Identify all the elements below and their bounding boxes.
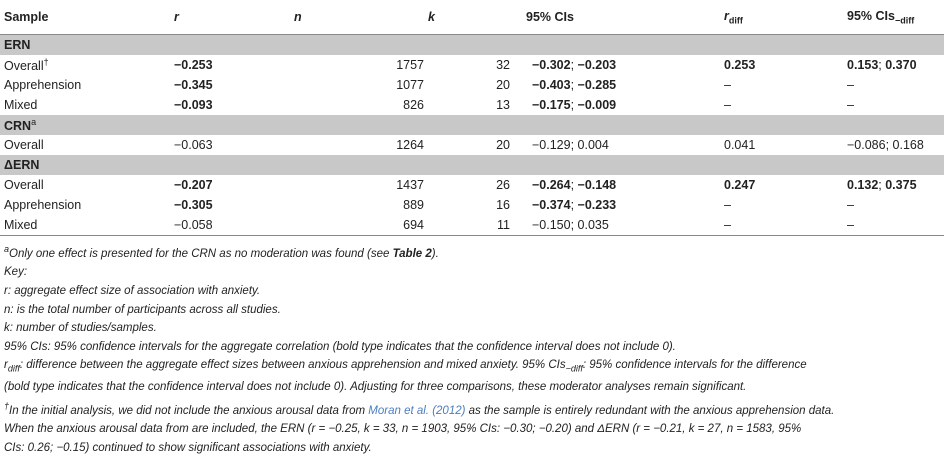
cell-rdiff-value: – — [724, 218, 731, 232]
cell-n — [290, 135, 424, 155]
header-rdiff — [720, 0, 843, 35]
section-label-text: ΔERN — [4, 158, 40, 172]
note-k-def: k: number of studies/samples. — [4, 322, 157, 335]
note-rdiff-sub2: −diff — [565, 363, 583, 374]
cell-ci-high: 0.035 — [577, 218, 609, 232]
cell-sample-text: Mixed — [4, 98, 38, 112]
header-rdiff-main: r — [724, 8, 729, 23]
cell-ci: −0.175; −0.009 — [532, 98, 617, 112]
cell-cidiff — [843, 195, 944, 215]
cell-ci: −0.374; −0.233 — [532, 198, 617, 212]
note-rdiff-def — [4, 356, 884, 378]
cell-k — [424, 195, 522, 215]
note-r-def: r: aggregate effect size of association with anxiety. — [4, 285, 261, 298]
cell-k — [424, 215, 522, 236]
cell-ci-low: −0.264 — [532, 178, 571, 192]
cell-n — [290, 95, 424, 115]
header-cidiff-sub: −diff — [894, 15, 915, 26]
cell-r-value: −0.305 — [174, 198, 213, 212]
note-dagger-text2: as the sample is entirely redundant with the anxious apprehension data. — [465, 404, 835, 417]
note-rdiff-text2: : 95% confidence intervals for the difference — [582, 359, 807, 372]
header-sample: Sample — [0, 0, 170, 35]
header-n: n — [290, 0, 424, 35]
cell-n-value: 1077 — [396, 78, 424, 92]
cell-ci-high: −0.203 — [577, 58, 617, 72]
cell-r-value: −0.207 — [174, 178, 213, 192]
cell-k-value: 20 — [496, 78, 510, 92]
note-rdiff-text1: : difference between the aggregate effect sizes between anxious apprehension and mixed anxiety. 95% CIs — [19, 359, 566, 372]
note-dagger-line3: CIs: 0.26; −0.15) continued to show significant associations with anxiety. — [4, 441, 372, 454]
table-row — [0, 215, 944, 236]
section-header-row — [0, 155, 944, 175]
moran-2012-link[interactable]: Moran et al. (2012) — [368, 404, 466, 417]
cell-n — [290, 175, 424, 195]
table-row — [0, 55, 944, 75]
note-n-def: n: is the total number of participants across all studies. — [4, 303, 281, 316]
cell-n-value: 1757 — [396, 58, 424, 72]
cell-cidiff — [843, 75, 944, 95]
cell-cidiff: 0.132; 0.375 — [847, 178, 917, 192]
header-r: r — [170, 0, 290, 35]
cell-r — [170, 195, 290, 215]
note-a-mark: a — [4, 244, 10, 254]
cell-r — [170, 95, 290, 115]
cell-cidiff-low: 0.153 — [847, 58, 879, 72]
cell-k — [424, 135, 522, 155]
cell-ci: −0.129; 0.004 — [532, 138, 609, 152]
table-body — [0, 35, 944, 236]
cell-ci-high: 0.004 — [577, 138, 609, 152]
section-label-sup: a — [31, 116, 37, 127]
table-2-reference[interactable]: Table 2 — [392, 247, 432, 260]
header-rdiff-sub: diff — [728, 15, 743, 26]
cell-n — [290, 55, 424, 75]
table-row — [0, 75, 944, 95]
table-row — [0, 175, 944, 195]
table-header-row — [0, 0, 944, 35]
note-a-end: ). — [431, 247, 439, 260]
cell-ci-low: −0.129 — [532, 138, 571, 152]
cell-cidiff: −0.086; 0.168 — [847, 138, 924, 152]
note-ci-def: 95% CIs: 95% confidence intervals for the aggregate correlation (bold type indicates that the confidence interval does not include 0). — [4, 340, 676, 353]
cell-n-value: 889 — [403, 198, 424, 212]
cell-k — [424, 95, 522, 115]
cell-sample-text: Apprehension — [4, 78, 82, 92]
cell-n — [290, 75, 424, 95]
cell-cidiff-low: – — [847, 78, 854, 92]
table-notes — [0, 236, 888, 457]
section-label — [0, 35, 944, 56]
cell-r — [170, 175, 290, 195]
cell-r-value: −0.063 — [174, 138, 213, 152]
section-label-text: CRN — [4, 119, 32, 134]
cell-r-value: −0.253 — [174, 58, 213, 72]
cell-ci: −0.403; −0.285 — [532, 78, 617, 92]
cell-sample-text: Overall — [4, 138, 44, 152]
section-label — [0, 155, 944, 175]
cell-cidiff-low: – — [847, 218, 854, 232]
header-ci: 95% CIs — [522, 0, 720, 35]
cell-rdiff-value: – — [724, 98, 731, 112]
cell-n-value: 1437 — [396, 178, 424, 192]
cell-n-value: 826 — [403, 98, 424, 112]
cell-cidiff — [843, 215, 944, 236]
cell-ci-low: −0.374 — [532, 198, 571, 212]
cell-ci-high: −0.009 — [577, 98, 617, 112]
section-header-row — [0, 35, 944, 56]
table-row — [0, 135, 944, 155]
cell-cidiff-high: 0.375 — [885, 178, 917, 192]
cell-n-value: 1264 — [396, 138, 424, 152]
cell-r — [170, 135, 290, 155]
note-dagger-mark: † — [4, 400, 10, 411]
cell-sample — [0, 55, 170, 75]
note-rdiff-main: r — [4, 359, 8, 372]
cell-k-value: 32 — [496, 58, 510, 72]
cell-ci-high: −0.233 — [577, 198, 617, 212]
header-k: k — [424, 0, 522, 35]
cell-cidiff — [843, 95, 944, 115]
cell-ci-low: −0.150 — [532, 218, 571, 232]
cell-k-value: 11 — [497, 218, 510, 232]
cell-ci-high: −0.148 — [577, 178, 617, 192]
section-label — [0, 115, 944, 135]
cell-r — [170, 75, 290, 95]
cell-ci-low: −0.403 — [532, 78, 571, 92]
cell-k — [424, 55, 522, 75]
cell-ci-high: −0.285 — [577, 78, 617, 92]
cell-k-value: 20 — [496, 138, 510, 152]
cell-cidiff-high: 0.168 — [892, 138, 924, 152]
cell-sample-sup: † — [43, 56, 49, 67]
note-rdiff-sub: diff — [7, 363, 20, 374]
cell-k-value: 13 — [496, 98, 510, 112]
cell-n-value: 694 — [403, 218, 424, 232]
cell-sample-text: Overall — [4, 178, 44, 192]
cell-cidiff-high: 0.370 — [885, 58, 917, 72]
note-dagger-text1: In the initial analysis, we did not include the anxious arousal data from — [9, 404, 369, 417]
note-a — [4, 240, 884, 263]
cell-rdiff — [720, 195, 843, 215]
header-cidiff-main: 95% CIs — [847, 8, 895, 23]
cell-cidiff-low: – — [847, 198, 854, 212]
cell-rdiff — [720, 75, 843, 95]
cell-rdiff-value: 0.247 — [724, 178, 756, 192]
cell-ci: −0.264; −0.148 — [532, 178, 617, 192]
note-rdiff-line2: (bold type indicates that the confidence interval does not include 0). Adjusting for three comparisons, these moderator analyses remain significant. — [4, 381, 747, 394]
cell-sample-text: Mixed — [4, 218, 38, 232]
table-row — [0, 195, 944, 215]
cell-sample — [0, 215, 170, 236]
cell-rdiff-value: 0.253 — [724, 58, 756, 72]
cell-ci: −0.150; 0.035 — [522, 215, 720, 236]
table-row — [0, 95, 944, 115]
cell-k — [424, 175, 522, 195]
cell-n — [290, 215, 424, 236]
cell-rdiff-value: – — [724, 198, 731, 212]
cell-rdiff — [720, 215, 843, 236]
cell-ci-low: −0.175 — [532, 98, 571, 112]
cell-cidiff-low: – — [847, 98, 854, 112]
cell-r-value: −0.093 — [174, 98, 213, 112]
cell-sample — [0, 195, 170, 215]
cell-k-value: 16 — [496, 198, 510, 212]
note-dagger-line2: When the anxious arousal data from are included, the ERN (r = −0.25, k = 33, n = 1903, 95% CIs: −0.30; −0.20) and ΔERN (r = −0.21, k = 27, n = 1583, 95% — [4, 423, 802, 436]
note-key: Key: — [4, 266, 28, 279]
cell-sample — [0, 135, 170, 155]
cell-sample-text: Overall — [4, 59, 44, 74]
note-dagger — [4, 397, 884, 420]
cell-rdiff — [720, 55, 843, 75]
cell-cidiff: 0.153; 0.370 — [847, 58, 917, 72]
cell-sample — [0, 175, 170, 195]
cell-cidiff-low: 0.132 — [847, 178, 879, 192]
cell-sample — [0, 95, 170, 115]
section-label-text: ERN — [4, 38, 31, 52]
cell-k-value: 26 — [496, 178, 510, 192]
cell-cidiff-low: −0.086 — [847, 138, 886, 152]
cell-rdiff-value: 0.041 — [724, 138, 756, 152]
cell-rdiff-value: – — [724, 78, 731, 92]
header-cidiff — [843, 0, 944, 35]
section-header-row — [0, 115, 944, 135]
cell-r — [170, 55, 290, 75]
cell-rdiff — [720, 175, 843, 195]
cell-sample-text: Apprehension — [4, 198, 82, 212]
note-a-text: Only one effect is presented for the CRN as no moderation was found (see — [9, 247, 393, 260]
cell-r-value: −0.058 — [174, 218, 213, 232]
cell-ci: −0.302; −0.203 — [532, 58, 617, 72]
cell-ci-low: −0.302 — [532, 58, 571, 72]
cell-rdiff — [720, 135, 843, 155]
cell-k — [424, 75, 522, 95]
cell-r-value: −0.345 — [174, 78, 213, 92]
cell-r — [170, 215, 290, 236]
cell-sample — [0, 75, 170, 95]
cell-rdiff — [720, 95, 843, 115]
cell-n — [290, 195, 424, 215]
